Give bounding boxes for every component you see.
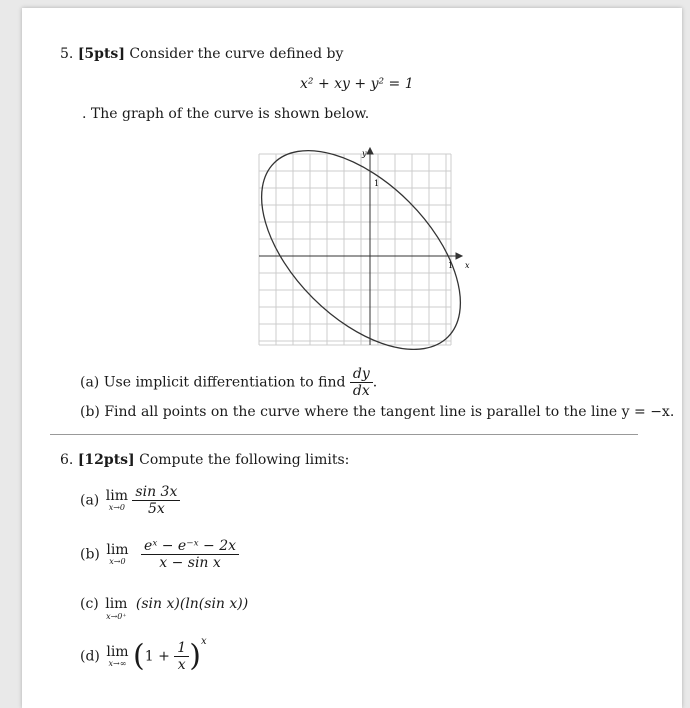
document-page	[22, 8, 682, 708]
limit-c-label: (c)	[80, 596, 99, 612]
problem-5-header	[60, 46, 343, 62]
limit-d-fraction	[174, 640, 189, 673]
limit-b-numerator: eˣ − e⁻ˣ − 2x	[141, 538, 239, 555]
y-axis-label: y	[362, 149, 367, 158]
limit-d-denominator: x	[177, 657, 186, 673]
limit-a-label: (a)	[80, 492, 100, 509]
problem-5-intro: Consider the curve defined by	[129, 46, 344, 62]
graph-caption: . The graph of the curve is shown below.	[82, 106, 370, 122]
graph-grid	[259, 154, 454, 345]
limit-c-expression: (sin x)(ln(sin x))	[135, 596, 249, 612]
limit-d-label: (d)	[80, 648, 100, 665]
problem-6-intro: Compute the following limits:	[139, 452, 350, 468]
limit-b-denominator: x − sin x	[159, 555, 221, 571]
y-tick-label: 1	[374, 179, 380, 188]
dy-dx-fraction	[350, 366, 373, 399]
limit-a-denominator: 5x	[147, 501, 165, 517]
part-5b: (b) Find all points on the curve where the tangent line is parallel to the line y = −x.	[80, 404, 675, 420]
part-5a-period: .	[372, 374, 378, 391]
y-axis-arrow-icon	[367, 148, 373, 154]
problem-6-header	[60, 452, 349, 468]
limit-c	[80, 596, 248, 622]
curve-equation: x² + xy + y² = 1	[300, 76, 414, 92]
limit-a-fraction	[132, 484, 180, 517]
limit-d-numerator: 1	[174, 640, 189, 657]
right-paren-icon: )	[189, 638, 201, 674]
limit-c-subscript: x→0⁺	[106, 612, 127, 621]
limit-c-operator	[105, 596, 127, 622]
limit-c-lim: lim	[105, 596, 128, 612]
limit-a-subscript: x→0	[108, 502, 125, 512]
limit-d-lim: lim	[106, 643, 129, 660]
limit-b-label: (b)	[80, 546, 100, 563]
limit-b-operator	[106, 543, 128, 567]
dy-numerator: dy	[350, 366, 373, 383]
section-divider	[50, 434, 638, 435]
problem-5-points: [5pts]	[77, 46, 125, 62]
limit-b	[80, 538, 239, 571]
limit-d-one-plus: 1 +	[144, 648, 170, 665]
curve-ellipse	[258, 146, 472, 350]
limit-a-lim: lim	[105, 487, 128, 504]
limit-d	[80, 636, 207, 674]
limit-b-lim: lim	[106, 541, 129, 558]
x-tick-label: 1	[448, 261, 454, 270]
limit-b-subscript: x→0	[109, 556, 126, 566]
limit-d-subscript: x→∞	[108, 658, 127, 668]
part-5a	[80, 366, 377, 399]
x-axis-label: x	[465, 261, 470, 270]
curve-graph	[258, 146, 472, 350]
limit-d-exponent: x	[200, 636, 207, 647]
left-paren-icon: (	[133, 638, 145, 674]
limit-b-fraction	[141, 538, 239, 571]
limit-a-numerator: sin 3x	[132, 484, 180, 501]
dx-denominator: dx	[352, 383, 370, 399]
limit-a	[80, 484, 180, 517]
problem-6-points: [12pts]	[77, 452, 135, 468]
limit-d-operator	[106, 645, 128, 669]
limit-a-operator	[106, 489, 128, 513]
x-axis-arrow-icon	[456, 253, 462, 259]
part-5a-text: (a) Use implicit differentiation to find	[80, 374, 346, 391]
problem-6-number: 6.	[60, 452, 74, 468]
problem-5-number: 5.	[60, 46, 74, 62]
